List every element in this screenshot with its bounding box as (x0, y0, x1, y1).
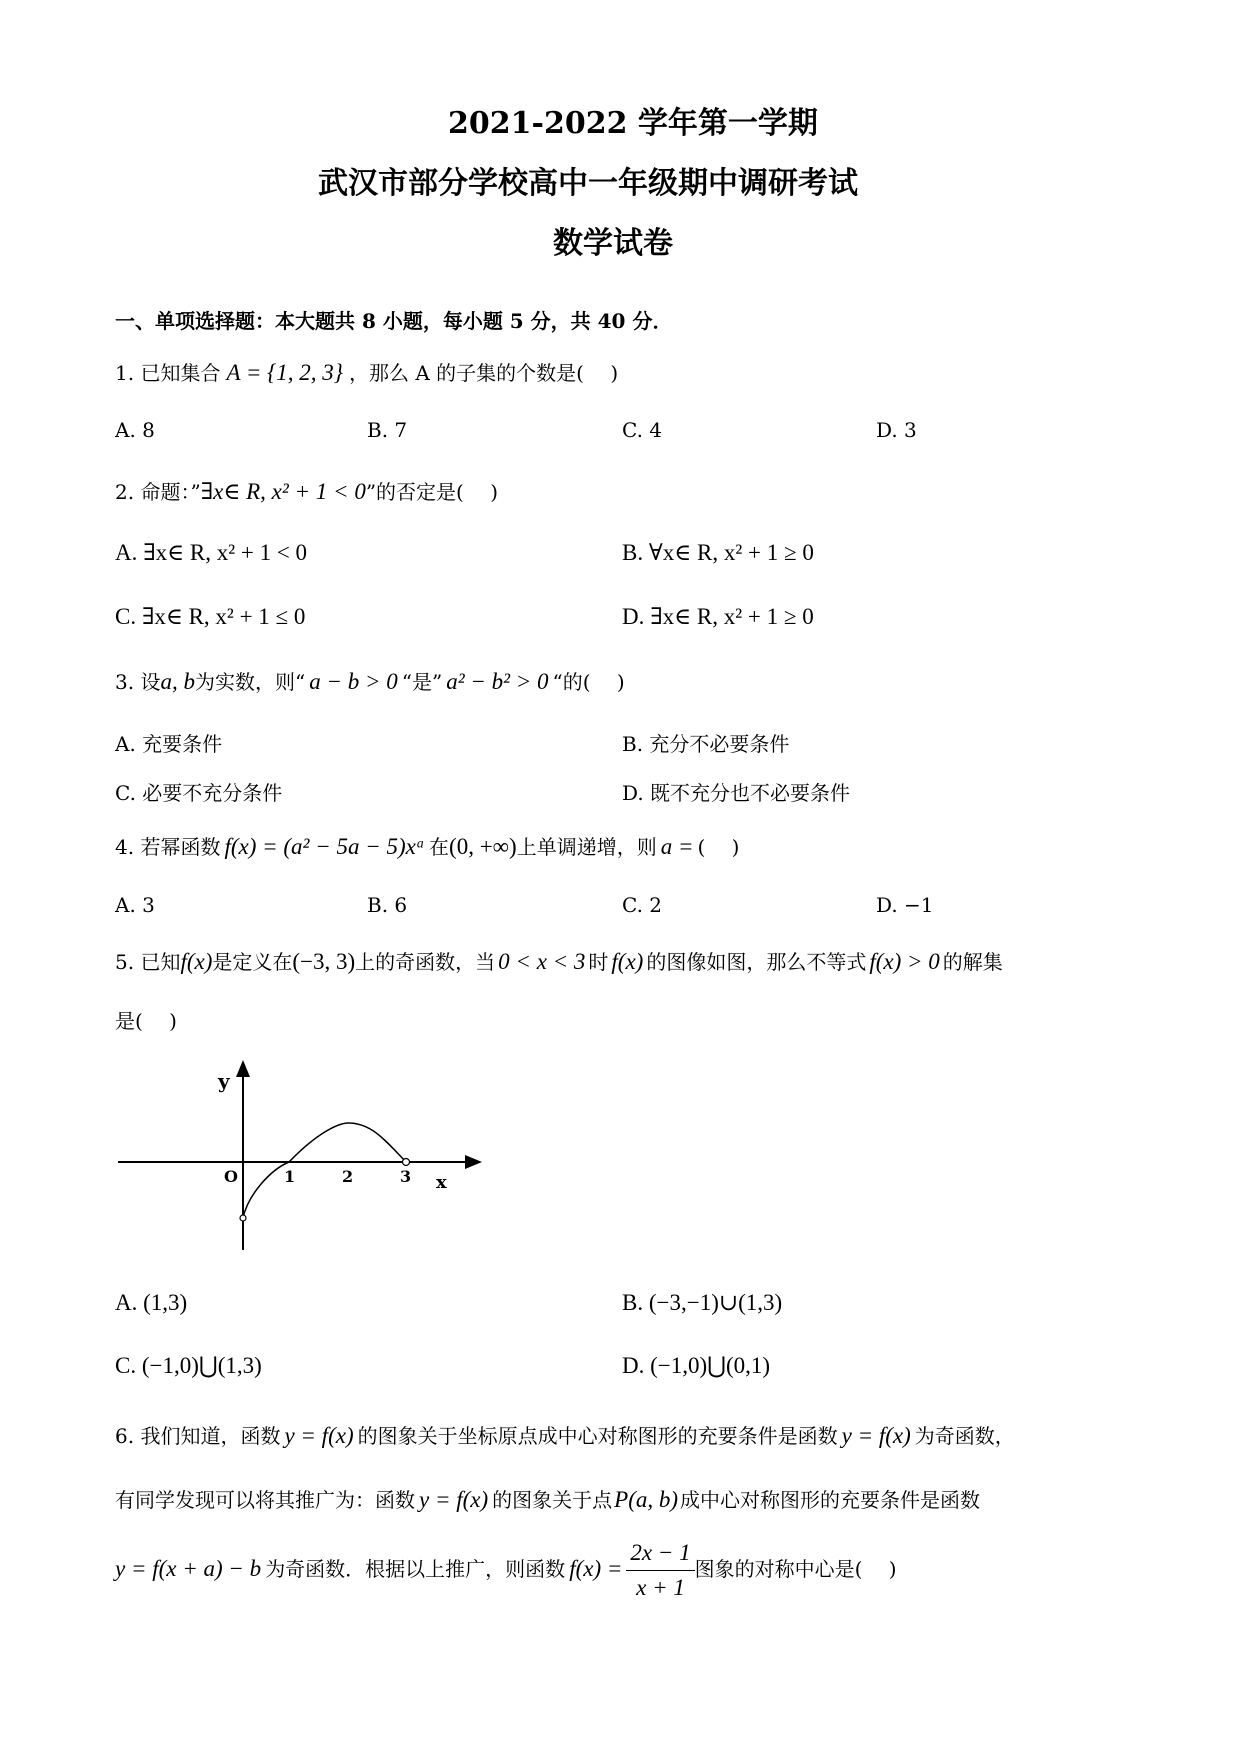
q6-l2-math2: P(a, b) (614, 1487, 679, 1512)
question-5 (115, 946, 1003, 975)
q4-mid2: 上单调递增，则 (516, 835, 657, 859)
q5-mid2: 上的奇函数，当 (355, 950, 496, 974)
q2-suffix: ”的否定是( ) (365, 480, 499, 504)
question-4 (115, 831, 739, 860)
q1-option-b: B. 7 (367, 418, 408, 442)
q6-l1-math2: y = f(x) (841, 1423, 911, 1448)
q3-math-condition1: a − b > 0 (309, 669, 398, 694)
q5-option-c-text: C. (−1,0)⋃(1,3) (115, 1353, 262, 1378)
q5-f2-math: f(x) (611, 949, 644, 974)
q4-interval-math: (0, +∞) (449, 834, 517, 859)
q6-l2-b: 的图象关于点 (492, 1488, 613, 1512)
q1-math: A = {1, 2, 3} (226, 360, 344, 385)
q2-option-d-text: D. ∃x∈ R, x² + 1 ≥ 0 (622, 604, 814, 629)
q5-inequality-math: f(x) > 0 (869, 949, 940, 974)
q2-option-c (115, 604, 305, 630)
q5-option-a-text: A. (1,3) (115, 1290, 188, 1315)
q5-option-d (622, 1353, 770, 1379)
q3-math-ab: a, b (160, 669, 195, 694)
q4-prefix: 4. 若幂函数 (115, 835, 221, 859)
q4-var-math: a = (660, 834, 694, 859)
q6-l2-c: 成中心对称图形的充要条件是函数 (680, 1488, 981, 1512)
x-axis-arrow (465, 1155, 482, 1169)
q1-suffix: ，那么 A 的子集的个数是( ) (349, 361, 619, 385)
q5-option-a (115, 1290, 187, 1316)
q5-function-graph (110, 1055, 490, 1255)
q6-l3-c: 图象的对称中心是( ) (694, 1557, 897, 1581)
q5-mid1: 是定义在 (212, 950, 293, 974)
tick-origin: O (224, 1167, 238, 1186)
question-6-line3 (115, 1536, 897, 1605)
function-curve (243, 1123, 406, 1218)
tick-2: 2 (342, 1167, 354, 1186)
q4-function-math: f(x) = (a² − 5a − 5)xᵃ (224, 834, 426, 859)
q5-f1-math: f(x) (180, 949, 213, 974)
q6-l2-a: 有同学发现可以将其推广为：函数 (115, 1488, 415, 1512)
q2-option-b-text: B. ∀x∈ R, x² + 1 ≥ 0 (622, 540, 814, 565)
q1-option-c: C. 4 (622, 418, 663, 442)
q3-mid2: “是” (401, 670, 443, 694)
section-heading: 一、单项选择题：本大题共 8 小题，每小题 5 分，共 40 分． (115, 309, 673, 333)
q6-l1-b: 的图象关于坐标原点成中心对称图形的充要条件是函数 (357, 1424, 838, 1448)
q5-mid3: 时 (588, 950, 609, 974)
q5-option-c (115, 1353, 262, 1379)
q1-prefix: 1. 已知集合 (115, 361, 221, 385)
x-axis-label: x (436, 1172, 447, 1193)
q3-mid1: 为实数，则“ (194, 670, 306, 694)
q5-option-b-text: B. (−3,−1)∪(1,3) (622, 1290, 783, 1315)
q4-suffix: ( ) (697, 835, 740, 859)
question-6-line2 (115, 1484, 980, 1513)
q2-math: ∃x∈ R, x² + 1 < 0 (200, 479, 366, 504)
q6-l3-b: 为奇函数．根据以上推广，则函数 (265, 1557, 566, 1581)
q6-fraction-denominator: x + 1 (636, 1575, 685, 1600)
q1-option-d: D. 3 (876, 418, 917, 442)
q5-mid5: 的解集 (942, 950, 1003, 974)
y-axis-label: y (218, 1069, 230, 1093)
q4-option-d: D. −1 (876, 893, 934, 917)
q4-option-b: B. 6 (367, 893, 408, 917)
y-axis-arrow (236, 1060, 250, 1077)
q2-option-c-text: C. ∃x∈ R, x² + 1 ≤ 0 (115, 604, 306, 629)
q5-option-b (622, 1290, 782, 1316)
q6-l3-math2: f(x) = (569, 1556, 623, 1581)
q6-l1-math1: y = f(x) (284, 1423, 354, 1448)
q5-domain-math: (−3, 3) (292, 949, 356, 974)
question-1 (115, 357, 618, 386)
question-3 (115, 666, 625, 695)
q4-mid: 在 (429, 835, 450, 859)
q2-prefix: 2. 命题：” (115, 480, 201, 504)
q2-option-d (622, 604, 814, 630)
question-2 (115, 476, 498, 505)
q3-prefix: 3. 设 (115, 670, 161, 694)
q5-line2: 是( ) (115, 1009, 177, 1033)
q3-option-c: C. 必要不充分条件 (115, 781, 283, 805)
subject-title: 数学试卷 (553, 226, 673, 261)
q2-option-a-text: A. ∃x∈ R, x² + 1 < 0 (115, 540, 308, 565)
open-point-x3 (403, 1159, 410, 1166)
exam-year-title: 2021-2022 学年第一学期 (448, 106, 818, 141)
q6-fraction (626, 1536, 694, 1605)
q3-math-condition2: a² − b² > 0 (446, 669, 549, 694)
q6-l1-a: 6. 我们知道，函数 (115, 1424, 281, 1448)
q3-option-b: B. 充分不必要条件 (622, 732, 790, 756)
q2-option-b (622, 540, 814, 566)
q3-option-d: D. 既不充分也不必要条件 (622, 781, 851, 805)
q6-fraction-numerator: 2x − 1 (626, 1536, 694, 1571)
q5-condition-math: 0 < x < 3 (498, 949, 586, 974)
q5-mid4: 的图像如图，那么不等式 (646, 950, 867, 974)
q1-option-a: A. 8 (115, 418, 155, 442)
q5-option-d-text: D. (−1,0)⋃(0,1) (622, 1353, 771, 1378)
exam-name-title: 武汉市部分学校高中一年级期中调研考试 (318, 166, 858, 201)
question-6-line1 (115, 1420, 1015, 1449)
open-point-origin-below (240, 1215, 246, 1221)
q3-suffix: “的( ) (552, 670, 625, 694)
q2-option-a (115, 540, 307, 566)
q3-option-a: A. 充要条件 (115, 732, 223, 756)
q4-option-a: A. 3 (115, 893, 155, 917)
q6-l1-c: 为奇函数， (914, 1424, 1015, 1448)
q5-prefix: 5. 已知 (115, 950, 181, 974)
tick-3: 3 (400, 1167, 412, 1186)
q6-l2-math1: y = f(x) (419, 1487, 489, 1512)
q6-l3-math1: y = f(x + a) − b (115, 1556, 262, 1581)
q4-option-c: C. 2 (622, 893, 663, 917)
tick-1: 1 (284, 1167, 296, 1186)
